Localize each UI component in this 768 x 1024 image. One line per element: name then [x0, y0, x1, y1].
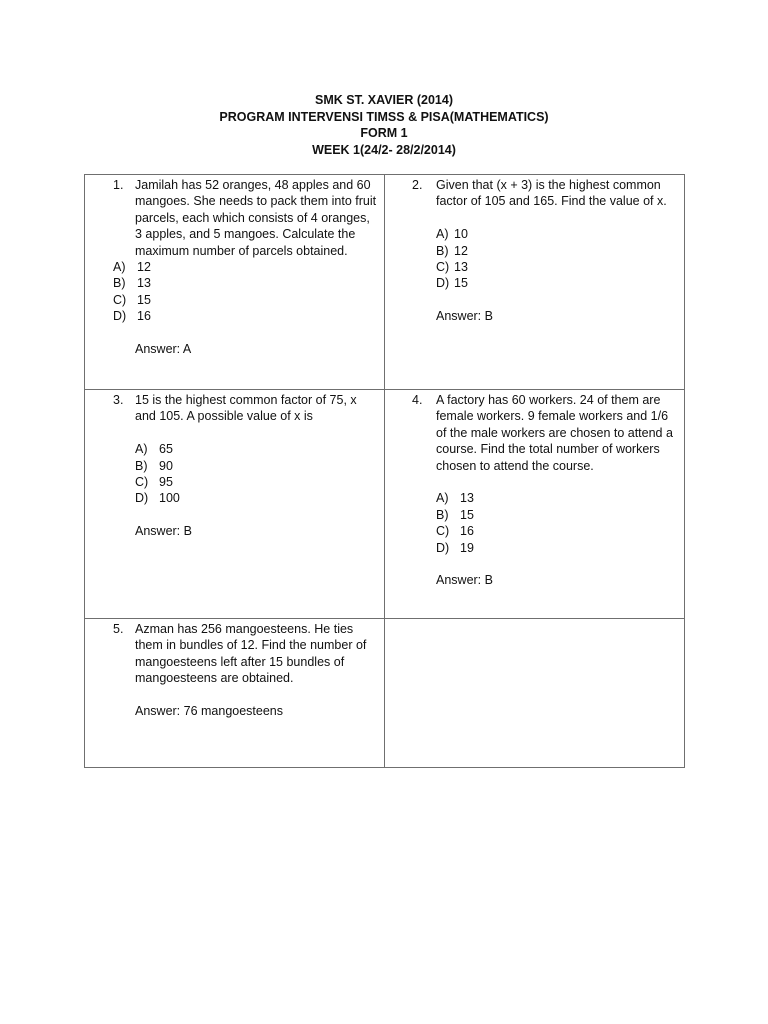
- answer-text: Answer: 76 mangoesteens: [135, 704, 284, 719]
- option-label: C): [113, 292, 127, 307]
- option-label: A): [113, 260, 126, 275]
- option-d: [135, 490, 384, 506]
- option-label: D): [436, 540, 450, 555]
- answer-text: Answer: B: [135, 524, 192, 539]
- option-b: [113, 275, 384, 291]
- option-value: 12: [137, 260, 151, 275]
- question-cell-5: [85, 619, 385, 768]
- option-value: 15: [454, 276, 468, 291]
- table-row: [85, 390, 685, 619]
- option-label: B): [436, 243, 449, 258]
- school-title: SMK ST. XAVIER (2014): [314, 93, 453, 107]
- options-list: [135, 441, 384, 507]
- table-row: [85, 175, 685, 390]
- option-label: A): [436, 227, 449, 242]
- question-number: 5.: [113, 622, 124, 636]
- week-title: WEEK 1(24/2- 28/2/2014): [312, 142, 456, 157]
- option-value: 16: [460, 524, 474, 539]
- option-d: [436, 540, 684, 556]
- question-text: Jamilah has 52 oranges, 48 apples and 60 mangoes. She needs to pack them into fruit parcels, each which consists of 4 oranges, 3 apples, and 5 mangoes. Calculate the maximum number of parcels obtained.: [135, 178, 377, 258]
- option-value: 10: [454, 227, 468, 242]
- option-label: C): [436, 260, 450, 275]
- question-number: 2.: [412, 178, 423, 192]
- option-value: 100: [159, 491, 180, 506]
- option-label: B): [113, 276, 126, 291]
- question-number: 1.: [113, 178, 124, 192]
- option-a: [113, 259, 384, 275]
- option-value: 95: [159, 475, 173, 490]
- options-list: [113, 259, 384, 325]
- question-table: [84, 174, 685, 768]
- question-text: 15 is the highest common factor of 75, x and 105. A possible value of x is: [135, 393, 357, 424]
- option-a: [135, 441, 384, 457]
- option-d: [436, 275, 684, 291]
- question-text: A factory has 60 workers. 24 of them are female workers. 9 female workers and 1/6 of the male workers are chosen to attend a course. Find the total number of workers chosen to attend the course.: [436, 393, 673, 473]
- answer-text: Answer: B: [436, 309, 493, 324]
- question-3: [85, 390, 384, 540]
- option-value: 19: [460, 540, 474, 555]
- option-c: [436, 259, 684, 275]
- empty-cell: [385, 619, 685, 768]
- option-label: A): [436, 491, 449, 506]
- question-cell-4: [385, 390, 685, 619]
- option-a: [436, 226, 684, 242]
- form-title: FORM 1: [360, 126, 408, 140]
- program-title: PROGRAM INTERVENSI TIMSS & PISA(MATHEMATICS): [219, 109, 549, 124]
- option-c: [113, 292, 384, 308]
- option-b: [135, 458, 384, 474]
- option-c: [436, 523, 684, 539]
- option-value: 13: [454, 260, 468, 275]
- option-value: 16: [137, 309, 151, 324]
- options-list: [436, 226, 684, 292]
- option-label: C): [436, 524, 450, 539]
- option-label: B): [436, 507, 449, 522]
- option-c: [135, 474, 384, 490]
- option-label: C): [135, 475, 149, 490]
- option-b: [436, 507, 684, 523]
- option-value: 15: [137, 292, 151, 307]
- options-list: [436, 490, 684, 556]
- option-value: 13: [137, 276, 151, 291]
- option-d: [113, 308, 384, 324]
- table-row: [85, 619, 685, 768]
- question-text: Azman has 256 mangoesteens. He ties them in bundles of 12. Find the number of mangoesteens left after 15 bundles of mangoesteens are obtained.: [135, 622, 367, 686]
- option-value: 90: [159, 458, 173, 473]
- option-a: [436, 490, 684, 506]
- option-label: D): [436, 276, 450, 291]
- option-value: 13: [460, 491, 474, 506]
- question-1: [85, 175, 384, 357]
- question-text: Given that (x + 3) is the highest common factor of 105 and 165. Find the value of x.: [436, 178, 667, 209]
- option-label: A): [135, 442, 148, 457]
- option-b: [436, 243, 684, 259]
- option-label: B): [135, 458, 148, 473]
- question-4: [385, 390, 684, 589]
- option-value: 15: [460, 507, 474, 522]
- worksheet-header: [0, 92, 768, 158]
- question-5: [85, 619, 384, 719]
- question-number: 3.: [113, 393, 124, 407]
- option-value: 12: [454, 243, 468, 258]
- option-label: D): [113, 309, 127, 324]
- question-cell-1: [85, 175, 385, 390]
- answer-text: Answer: A: [135, 342, 192, 357]
- option-label: D): [135, 491, 149, 506]
- answer-text: Answer: B: [436, 573, 493, 588]
- question-cell-2: [385, 175, 685, 390]
- question-2: [385, 175, 684, 325]
- option-value: 65: [159, 442, 173, 457]
- question-number: 4.: [412, 393, 423, 407]
- question-cell-3: [85, 390, 385, 619]
